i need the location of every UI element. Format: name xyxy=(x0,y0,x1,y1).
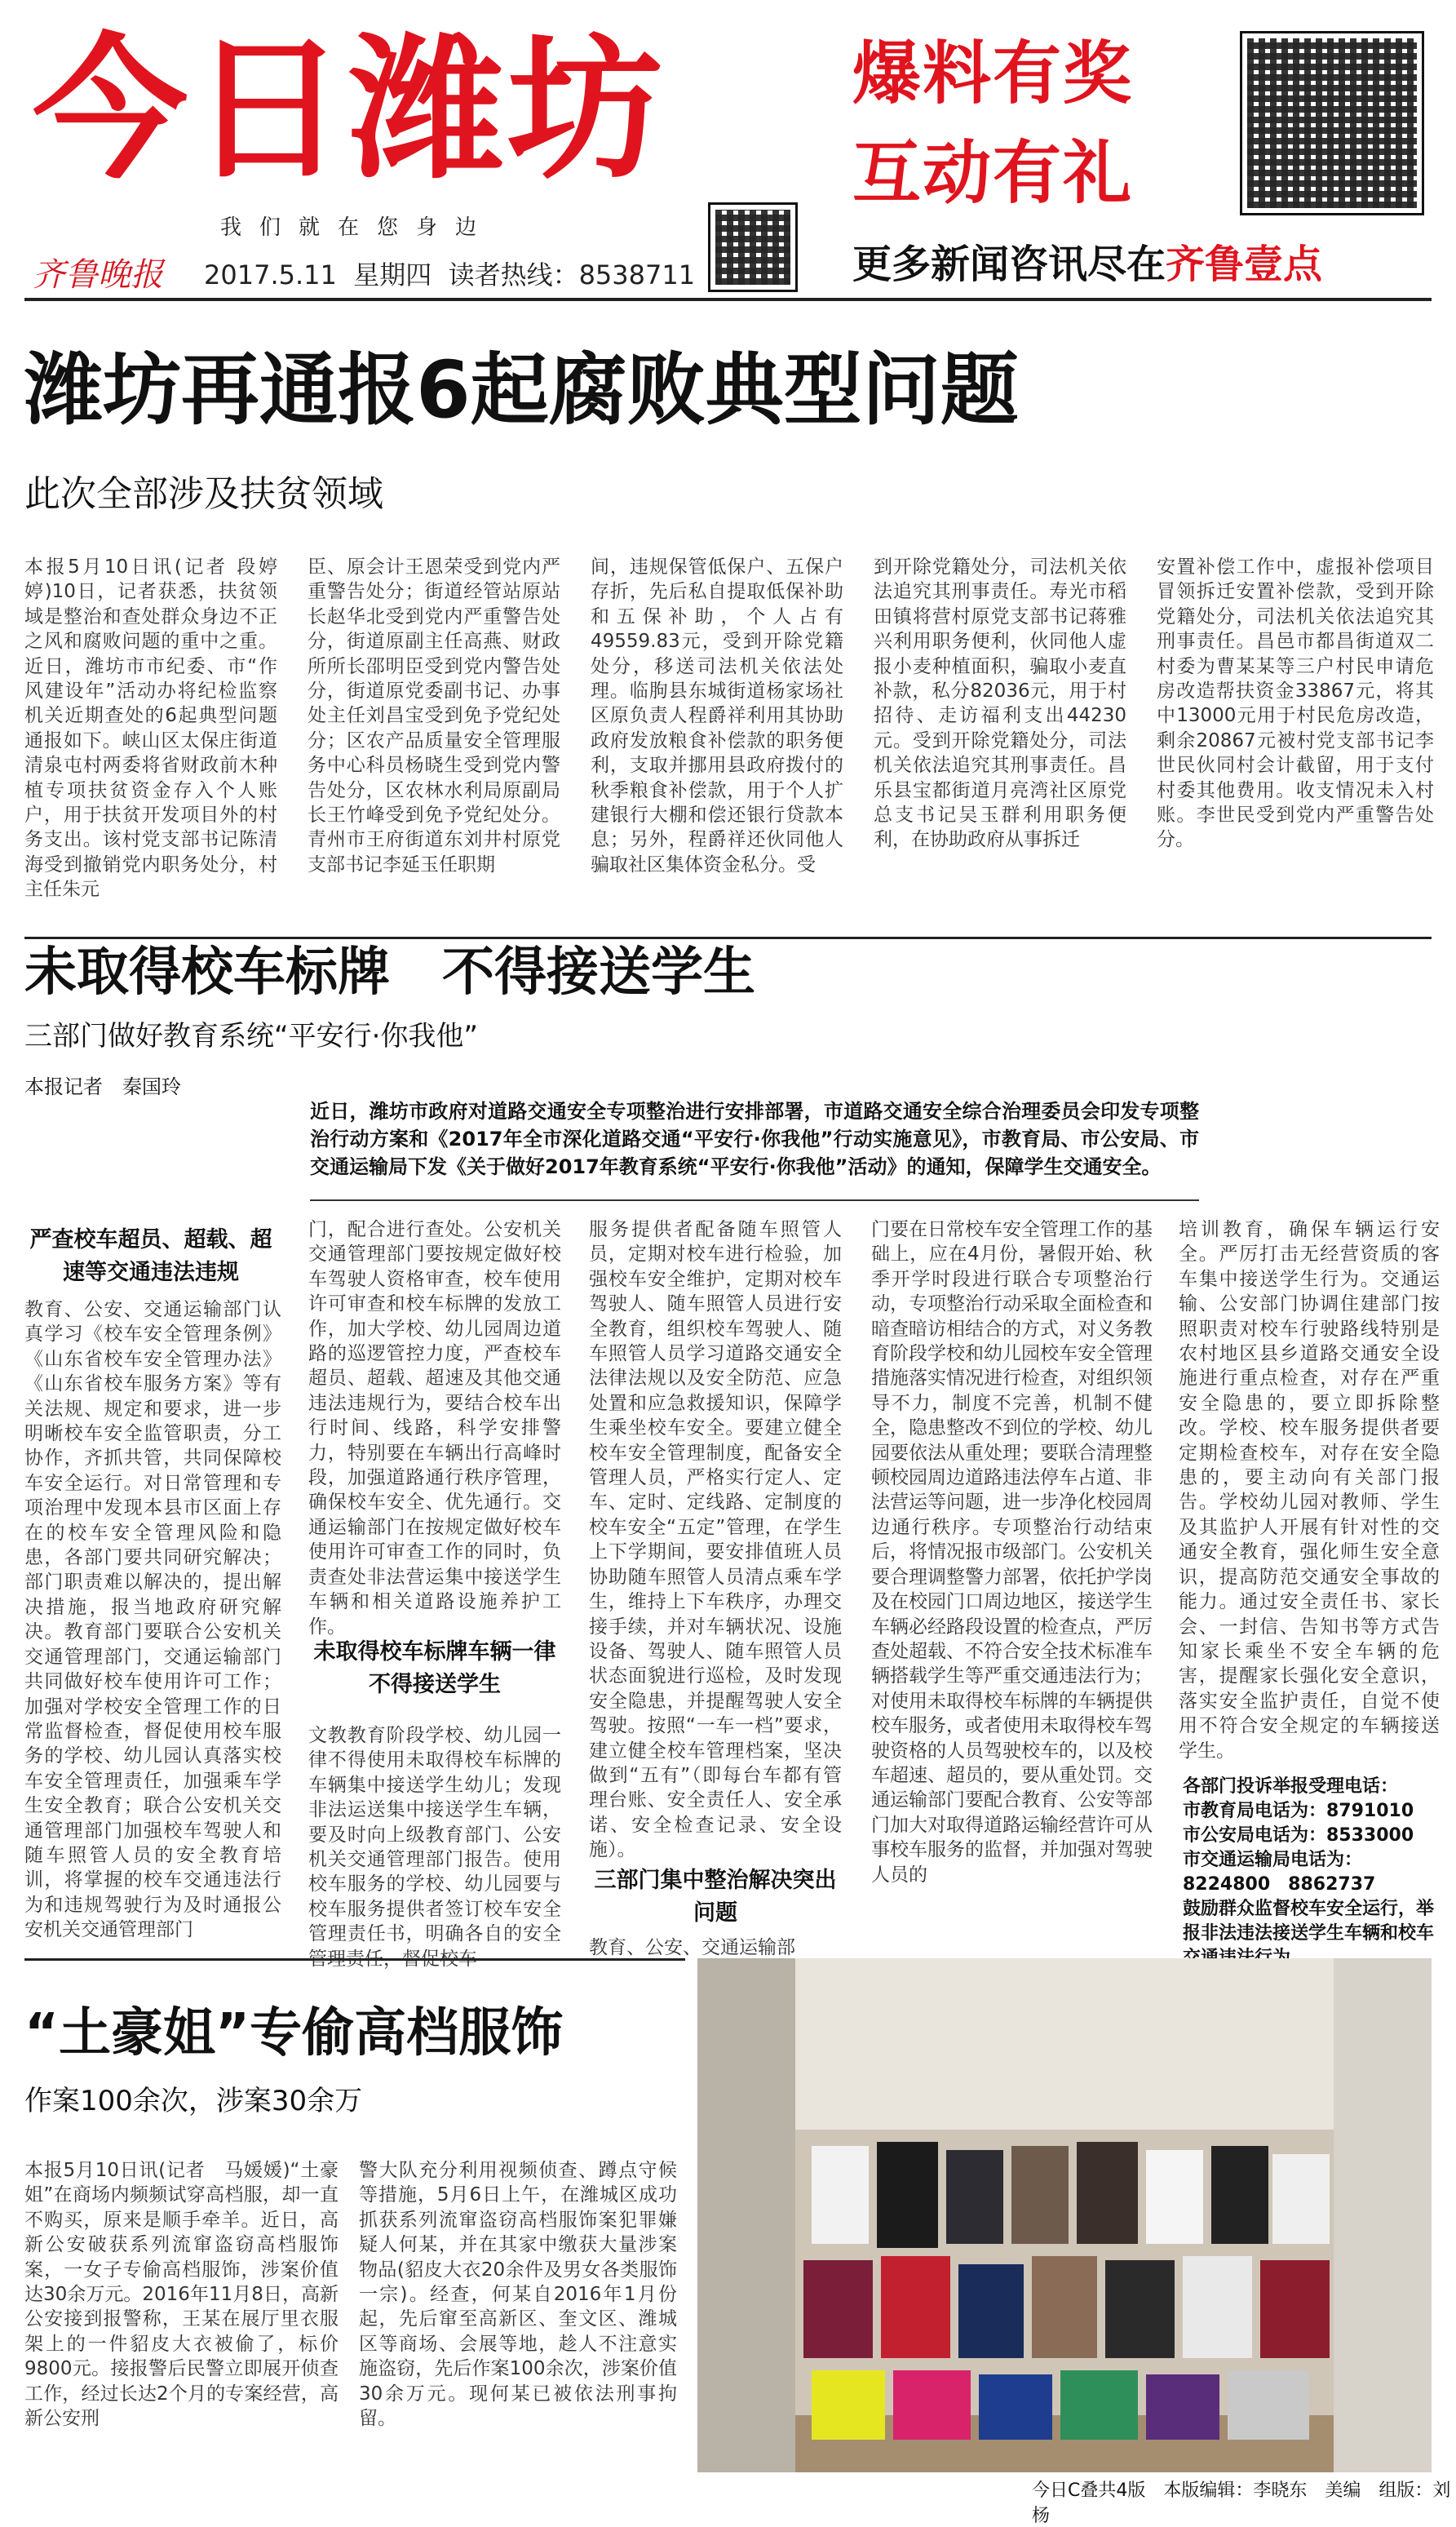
article2-subhead: 三部门做好教育系统“平安行·你我他” xyxy=(24,1020,479,1053)
article2-column-4: 门要在日常校车安全管理工作的基础上，应在4月份，暑假开始、秋季开学时段进行联合专项整治行动，专项整治行动采取全面检查和暗查暗访相结合的方式，对义务教育阶段学校和幼儿园校车安全管理措施落实情况进行检查，对组织领导不力，制度不完善，机制不健全，隐患整改不到位的学校、幼儿园要依法从重处理；要联合清理整顿校园周边道路违法停车占道、非法营运等问题，进一步净化校园周边通行秩序。专项整治行动结束后，将情况报市级部门。公安机关要合理调整警力部署，依托护学岗及在校园门口周边地区，接送学生车辆必经路段设置的检查点，严厉查处超载、不符合安全技术标准车辆搭载学生等严重交通违法行为；对使用未取得校车标牌的车辆提供校车服务，或者使用未取得校车驾驶资格的人员驾驶校车的，以及校车超速、超员的，要从重处罚。交通运输部门要配合教育、公安等部门加大对取得道路运输经营许可从事校车服务的监督，并加强对驾驶人员的 xyxy=(871,1219,1153,1886)
article3-subhead: 作案100余次，涉案30余万 xyxy=(24,2085,363,2117)
article2-section-heading-2: 未取得校车标牌车辆一律不得接送学生 xyxy=(313,1639,556,1697)
promo-sub xyxy=(852,233,1322,289)
masthead-title: 今日潍坊 xyxy=(33,20,666,200)
qr-code-large-icon xyxy=(1240,31,1424,215)
header-divider xyxy=(24,298,1432,301)
article1-column-2: 臣、原会计王恩荣受到党内严重警告处分；街道经管站原站长赵华北受到党内严重警告处分，街道原副主任高燕、财政所所长邵明臣受到党内警告处分，街道原党委副书记、办事处主任刘昌宝受到免予党纪处分；区农产品质量安全管理服务中心科员杨晓生受到党内警告处分，区农林水利局原副局长王竹峰受到免予党纪处分。青州市王府街道东刘井村原党支部书记李延玉任职期 xyxy=(308,556,560,876)
hotline-note: 鼓励群众监督校车安全运行，举报非法违法接送学生车辆和校车 xyxy=(1183,1899,1435,1944)
seized-clothing-photo xyxy=(697,1958,1432,2472)
complaint-hotline-box xyxy=(1183,1775,1444,1971)
article2-column-3-tail: 教育、公安、交通运输部 xyxy=(589,1937,795,1958)
promo-line-1: 爆料有奖 xyxy=(852,33,1134,113)
dateline xyxy=(204,255,695,292)
article2-column-3: 服务提供者配备随车照管人员，定期对校车进行检验，加强校车安全维护，定期对校车驾驶人、随车照管人员进行安全教育，组织校车驾驶人、随车照管人员学习道路交通安全法律法规以及安全防范、应急处置和应急救援知识，保障学生乘坐校车安全。要建立健全校车安全管理制度，配备安全管理人员，严格实行定人、定车、定时、定线路、定制度的校车安全“五定”管理，在学生上下学期间，要安排值班人员协助随车照管人员清点乘车学生，维持上下车秩序，办理交接手续，并对车辆状况、设施设备、驾驶人、随车照管人员状态面貌进行巡检，及时发现安全隐患，并提醒驾驶人安全驾驶。按照“一车一档”要求，建立健全校车管理档案，坚决做到“五有”（即每台车都有管理台账、安全责任人、安全承诺、安全检查记录、安全设施）。 xyxy=(589,1219,842,1861)
hotline-education: 市教育局电话为：8791010 xyxy=(1183,1801,1414,1821)
section-divider-1 xyxy=(24,937,1432,939)
article2-column-1: 教育、公安、交通运输部门认真学习《校车安全管理条例》《山东省校车安全管理办法》《山东省校车服务方案》等有关法规、规定和要求，进一步明晰校车安全监管职责，分工协作，齐抓共管，共同保障校车安全运行。对日常管理和专项治理中发现本县市区面上存在的校车安全管理风险和隐患，各部门要共同研究解决；部门职责难以解决的，提出解决措施，报当地政府研究解决。教育部门要联合公安机关交通管理部门，交通运输部门共同做好校车使用许可工作；加强对学校安全管理工作的日常监督检查，督促使用校车服务的学校、幼儿园认真落实校车安全管理责任，加强乘车学生安全教育；联合公安机关交通管理部门加强校车驾驶人和随车照管人员的安全教育培训，将掌握的校车交通违法行为和违规驾驶行为及时通报公安机关交通管理部门 xyxy=(24,1299,281,1941)
issue-weekday: 星期四 xyxy=(353,259,432,290)
article1-subhead: 此次全部涉及扶贫领域 xyxy=(24,473,383,515)
promo-line-2: 互动有礼 xyxy=(852,133,1134,213)
article1-column-1: 本报5月10日讯(记者 段婷婷)10日，记者获悉，扶贫领域是整治和查处群众身边不正之风和腐败问题的重中之重。近日，潍坊市市纪委、市“作风建设年”活动办将纪检监察机关近期查处的6起典型问题通报如下。峡山区太保庄街道清泉屯村两委将省财政前木种植专项扶贫资金存入个人账户，用于扶贫开发项目外的村务支出。该村党支部书记陈清海受到撤销党内职务处分，村主任朱元 xyxy=(24,556,277,901)
article2-headline: 未取得校车标牌 不得接送学生 xyxy=(24,942,755,1003)
hotline-title: 各部门投诉举报受理电话： xyxy=(1183,1776,1399,1797)
article1-column-4: 到开除党籍处分，司法机关依法追究其刑事责任。寿光市稻田镇将营村原党支部书记蒋雅兴利用职务便利，伙同他人虚报小麦种植面积，骗取小麦直补款，私分82036元，用于村招待、走访福利支出44230元。受到开除党籍处分，司法机关依法追究其刑事责任。昌乐县宝都街道月亮湾社区原党总支书记吴玉群利用职务便利，在协助政府从事拆迁 xyxy=(874,556,1126,851)
article3-column-1: 本报5月10日讯(记者 马媛媛)“土豪姐”在商场内频频试穿高档服，却一直不购买，原来是顺手牵羊。近日，高新公安破获系列流窜盗窃高档服饰案，一女子专偷高档服饰，涉案价值达30余万元。2016年11月8日，高新公安接到报警称，王某在展厅里衣服架上的一件貂皮大衣被偷了，标价9800元。接报警后民警立即展开侦查工作，经过长达2个月的专案经营，高新公安刑 xyxy=(24,2160,339,2430)
masthead-slogan: 我们就在您身边 xyxy=(220,215,495,240)
article1-column-3: 间，违规保管低保户、五保户存折，先后私自提取低保补助和五保补助，个人占有49559.83元，受到开除党籍处分，移送司法机关依法处理。临朐县东城街道杨家场社区原负责人程爵祥利用其协助政府发放粮食补偿款的职务便利，支取并挪用县政府拨付的秋季粮食补偿款，用于个人扩建银行大棚和偿还银行贷款本息；另外，程爵祥还伙同他人骗取社区集体资金私分。受 xyxy=(591,556,843,876)
page-footer: 今日C叠共4版 本版编辑：李晓东 美编 组版：刘杨 xyxy=(1032,2480,1451,2526)
photo-illustration xyxy=(697,1958,1432,2472)
promo-sub-brand: 齐鲁壹点 xyxy=(1166,242,1323,287)
qr-code-small-icon xyxy=(708,202,798,292)
article2-column-2-tail: 文教教育阶段学校、幼儿园一律不得使用未取得校车标牌的车辆集中接送学生幼儿；发现非法运送集中接送学生车辆，要及时向上级教育部门、公安机关交通管理部门报告。使用校车服务的学校、幼儿园要与校车服务提供者签订校车安全管理责任书，明确各自的安全管理责任，督促校车 xyxy=(308,1725,561,1970)
promo-sub-prefix: 更多新闻咨讯尽在 xyxy=(852,242,1166,287)
article2-section-heading-3: 三部门集中整治解决突出问题 xyxy=(594,1868,837,1926)
article2-column-5: 培训教育，确保车辆运行安全。严厉打击无经营资质的客车集中接送学生行为。交通运输、公安部门协调住建部门按照职责对校车行驶路线特别是农村地区县乡道路交通安全设施进行重点检查，对存在严重安全隐患的，要立即拆除整改。学校、校车服务提供者要定期检查校车，对存在安全隐患的，要主动向有关部门报告。学校幼儿园对教师、学生及其监护人开展有针对性的交通安全教育，强化师生安全意识，提高防范交通安全事故的能力。通过安全责任书、家长会、一封信、告知书等方式告知家长乘坐不安全车辆的危害，提醒家长强化安全意识，落实安全监护责任，自觉不使用不符合安全规定的车辆接送学生。 xyxy=(1179,1219,1440,1762)
article2-intro: 近日，潍坊市政府对道路交通安全专项整治进行安排部署，市道路交通安全综合治理委员会印发专项整治行动方案和《2017年全市深化道路交通“平安行·你我他”行动实施意见》，市教育局、市公安局、市交通运输局下发《关于做好2017年教育系统“平安行·你我他”活动》的通知，保障学生交通安全。 xyxy=(310,1100,1199,1178)
article3-headline: “土豪姐”专偷高档服饰 xyxy=(24,2003,564,2064)
hotline-police: 市公安局电话为：8533000 xyxy=(1183,1825,1414,1846)
intro-divider xyxy=(310,1199,1199,1201)
article2-column-2: 门，配合进行查处。公安机关交通管理部门要按规定做好校车驾驶人资格审查，校车使用许可审查和校车标牌的发放工作，加大学校、幼儿园周边道路的巡逻管控力度，严查校车超员、超载、超速及其他交通违法违规行为，要结合校车出行时间、线路，科学安排警力，特别要在车辆出行高峰时段，加强道路通行秩序管理，确保校车安全、优先通行。交通运输部门在按规定做好校车使用许可审查工作的同时，负责查处非法营运集中接送学生车辆和相关道路设施养护工作。 xyxy=(308,1219,561,1638)
article2-section-heading-1: 严查校车超员、超载、超速等交通违法违规 xyxy=(29,1227,272,1285)
article1-headline: 潍坊再通报6起腐败典型问题 xyxy=(24,344,1019,436)
article1-column-5: 安置补偿工作中，虚报补偿项目冒领拆迁安置补偿款，受到开除党籍处分，司法机关依法追究其刑事责任。昌邑市都昌街道双二村委为曹某某等三户村民申请危房改造帮扶资金33867元，将其中13000元用于村民危房改造，剩余20867元被村党支部书记李世民伙同村会计截留，用于支付村委其他费用。收支情况未入村账。李世民受到党内严重警告处分。 xyxy=(1157,556,1434,851)
brand-logo: 齐鲁晚报 xyxy=(33,256,163,294)
reader-hotline: 读者热线：8538711 xyxy=(448,259,696,290)
section-divider-2 xyxy=(24,1958,685,1961)
hotline-transport: 市交通运输局电话为：8224800 8862737 xyxy=(1183,1850,1376,1895)
issue-date: 2017.5.11 xyxy=(204,259,337,290)
article3-column-2: 警大队充分利用视频侦查、蹲点守候等措施，5月6日上午，在潍城区成功抓获系列流窜盗窃高档服饰案犯罪嫌疑人何某，并在其家中缴获大量涉案物品(貂皮大衣20余件及男女各类服饰一宗)。经查，何某自2016年1月份起，先后窜至高新区、奎文区、潍城区等商场、会展等地，趁人不注意实施盗窃，先后作案100余次，涉案价值30余万元。现何某已被依法刑事拘留。 xyxy=(359,2160,677,2430)
article2-byline: 本报记者 秦国玲 xyxy=(24,1075,181,1098)
